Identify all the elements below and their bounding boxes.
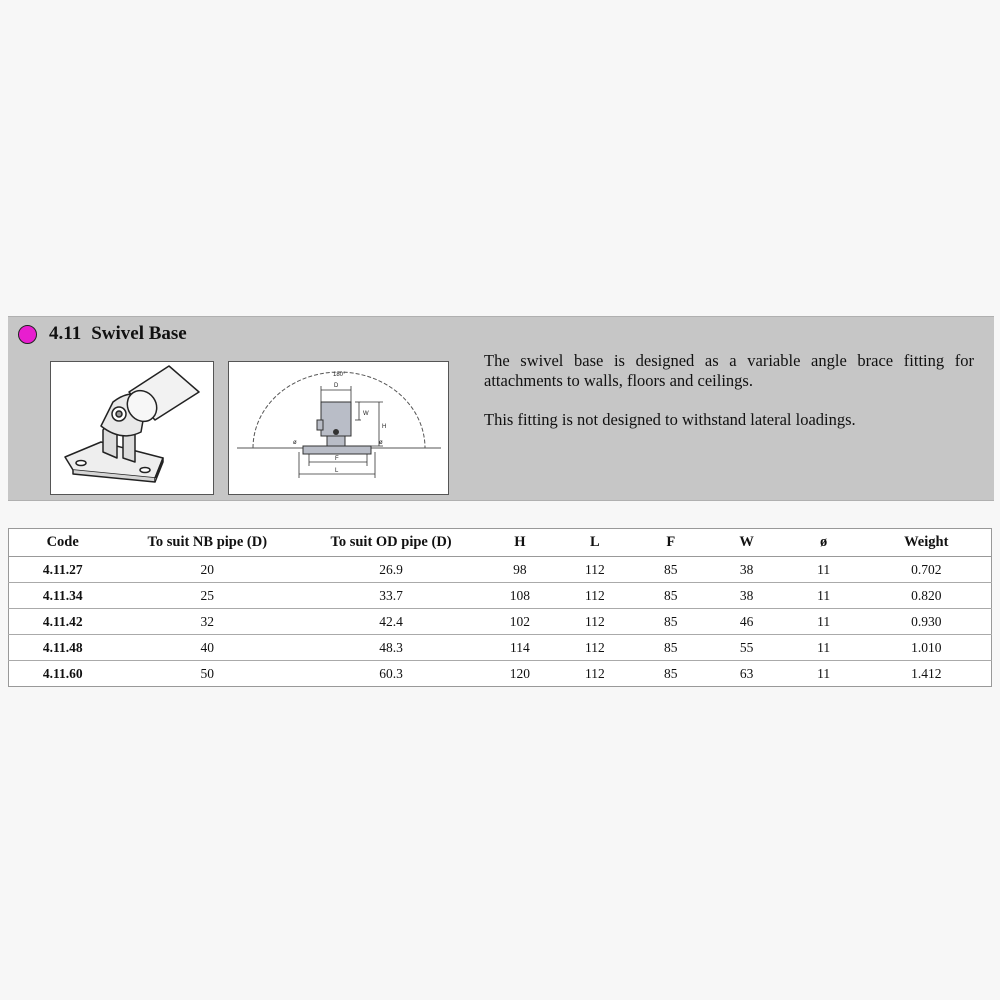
cell-od-pipe: 33.7 — [298, 583, 484, 609]
description-paragraph-2: This fitting is not designed to withstand lateral loadings. — [484, 410, 856, 429]
table-row — [9, 557, 992, 583]
cell-h: 114 — [484, 635, 556, 661]
specification-table — [8, 528, 992, 687]
cell-f: 85 — [634, 557, 708, 583]
table-row — [9, 661, 992, 687]
cell-f: 85 — [664, 665, 678, 681]
cell-weight: 0.702 — [862, 557, 992, 583]
cell-nb-pipe: 25 — [116, 583, 298, 609]
cell-od-pipe: 42.4 — [298, 609, 484, 635]
cell-l: 112 — [584, 665, 605, 681]
cell-w: 38 — [708, 557, 786, 583]
cell-weight: 1.412 — [911, 665, 942, 681]
dim-l-label: L — [335, 468, 339, 474]
table-row — [9, 635, 992, 661]
cell-od-pipe: 48.3 — [298, 635, 484, 661]
table-row — [9, 609, 992, 635]
section-title: Swivel Base — [91, 323, 187, 344]
section-bullet-icon — [18, 325, 37, 344]
dim-phi-label-left: ø — [293, 440, 297, 446]
cell-diameter: 11 — [786, 557, 862, 583]
col-header-f: F — [634, 529, 708, 557]
col-header-h: H — [484, 529, 556, 557]
cell-weight: 0.930 — [862, 609, 992, 635]
col-header-w: W — [708, 529, 786, 557]
cell-nb-pipe: 50 — [200, 665, 215, 681]
swivel-base-fitting-icon — [51, 362, 213, 494]
cell-l: 112 — [556, 557, 634, 583]
cell-weight: 0.820 — [862, 583, 992, 609]
cell-h: 102 — [484, 609, 556, 635]
cell-l: 112 — [556, 583, 634, 609]
dim-w-label: W — [363, 411, 369, 417]
dim-d-label: D — [334, 383, 339, 389]
cell-od-pipe: 60.3 — [379, 665, 403, 681]
cell-diameter: 11 — [786, 609, 862, 635]
cell-w: 63 — [739, 665, 754, 681]
cell-h: 98 — [484, 557, 556, 583]
cell-f: 85 — [634, 609, 708, 635]
angle-label: 180° — [333, 372, 346, 378]
col-header-l: L — [556, 529, 634, 557]
cell-w: 46 — [708, 609, 786, 635]
cell-h: 120 — [509, 665, 531, 681]
cell-code: 4.11.27 — [9, 557, 117, 583]
dim-f-label: F — [335, 456, 339, 462]
cell-diameter: 11 — [786, 635, 862, 661]
table-header-row — [9, 529, 992, 557]
cell-code: 4.11.42 — [9, 609, 117, 635]
dim-phi-label-right: ø — [379, 440, 383, 446]
cell-l: 112 — [556, 609, 634, 635]
section-number: 4.11 — [49, 323, 82, 344]
cell-diameter: 11 — [817, 665, 831, 681]
description-paragraph-1: The swivel base is designed as a variable angle brace fitting for attachments to walls, floors and ceilings. — [484, 351, 974, 390]
cell-od-pipe: 26.9 — [298, 557, 484, 583]
col-header-nb-pipe: To suit NB pipe (D) — [116, 529, 298, 557]
product-header-panel — [8, 316, 994, 501]
cell-f: 85 — [634, 583, 708, 609]
cell-code: 4.11.48 — [9, 635, 117, 661]
cell-weight: 1.010 — [862, 635, 992, 661]
cell-w: 38 — [708, 583, 786, 609]
col-header-od-pipe: To suit OD pipe (D) — [298, 529, 484, 557]
cell-nb-pipe: 40 — [116, 635, 298, 661]
section-heading — [18, 323, 187, 345]
product-description — [484, 351, 974, 449]
cell-f: 85 — [634, 635, 708, 661]
cell-nb-pipe: 20 — [116, 557, 298, 583]
table-row — [9, 583, 992, 609]
dim-h-label: H — [382, 424, 387, 430]
col-header-code: Code — [9, 529, 117, 557]
product-illustration — [50, 361, 214, 495]
cell-h: 108 — [484, 583, 556, 609]
col-header-weight: Weight — [862, 529, 992, 557]
dimension-drawing-svg — [229, 362, 448, 494]
cell-l: 112 — [556, 635, 634, 661]
cell-nb-pipe: 32 — [116, 609, 298, 635]
dimension-drawing — [228, 361, 449, 495]
cell-code: 4.11.34 — [9, 583, 117, 609]
cell-w: 55 — [708, 635, 786, 661]
col-header-diameter: ø — [786, 529, 862, 557]
cell-diameter: 11 — [786, 583, 862, 609]
cell-code: 4.11.60 — [42, 665, 83, 681]
